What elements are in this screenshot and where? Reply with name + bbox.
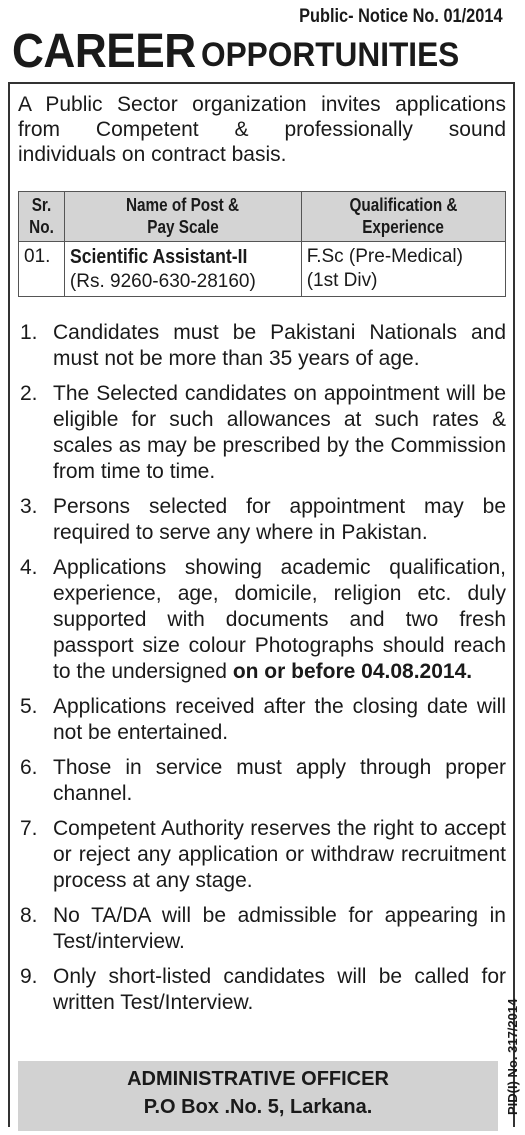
intro-line: individuals on contract basis. [18,143,287,166]
title-opportunities: OPPORTUNITIES [201,36,460,74]
officer-title: ADMINISTRATIVE OFFICER [127,1068,389,1090]
list-item: 9. Only short-listed candidates will be called for written Test/Interview. [20,965,506,1014]
cell-post [64,242,301,297]
division: (1st Div) [306,270,378,291]
qualification: F.Sc (Pre-Medical) [306,246,463,267]
cell-sr: 01. [19,242,65,297]
list-item: 8. No TA/DA will be admissible for appearing in Test/interview. [20,904,506,953]
table-row [19,242,506,297]
pay-scale: (Rs. 9260-630-28160) [69,271,256,292]
intro-line: from Competent & professionally sound [18,118,506,141]
contact-footer [18,1061,498,1131]
posts-table [18,191,506,297]
intro-line: A Public Sector organization invites applications [18,93,506,116]
notice-number: Public- Notice No. 01/2014 [299,6,503,27]
list-item: 5. Applications received after the closing date will not be entertained. [20,695,506,744]
header-sr-no: Sr. No. [19,192,65,242]
title-career: CAREER [12,25,196,78]
list-item: 7. Competent Authority reserves the right to accept or reject any application or withdraw recruitment process at any stage. [20,817,506,892]
list-item: 4. Applications showing academic qualification, experience, age, domicile, religion etc. duly supported with documents and two fresh passport size colour Photographs should reach to the undersigned on or before 04.08.2014. [20,556,506,683]
conditions-list [18,320,506,1025]
table-header-row [19,192,506,242]
header-post-name: Name of Post & Pay Scale [64,192,301,242]
deadline: on or before 04.08.2014. [232,660,473,683]
pid-number: PID(I) No. 317/2014 [505,998,520,1115]
page-title [12,25,517,78]
header-qualification: Qualification & Experience [301,192,505,242]
list-item: 6. Those in service must apply through proper channel. [20,756,506,805]
list-item: 2. The Selected candidates on appointment will be eligible for such allowances at such rates & scales as may be prescribed by the Commission from time to time. [20,382,506,483]
intro-paragraph [18,92,506,167]
cell-qualification [301,242,505,297]
postal-address: P.O Box .No. 5, Larkana. [143,1096,373,1118]
list-item: 3. Persons selected for appointment may be required to serve any where in Pakistan. [20,495,506,544]
post-title: Scientific Assistant-II [69,246,248,268]
list-item: 1. Candidates must be Pakistani Nationals and must not be more than 35 years of age. [20,321,506,370]
